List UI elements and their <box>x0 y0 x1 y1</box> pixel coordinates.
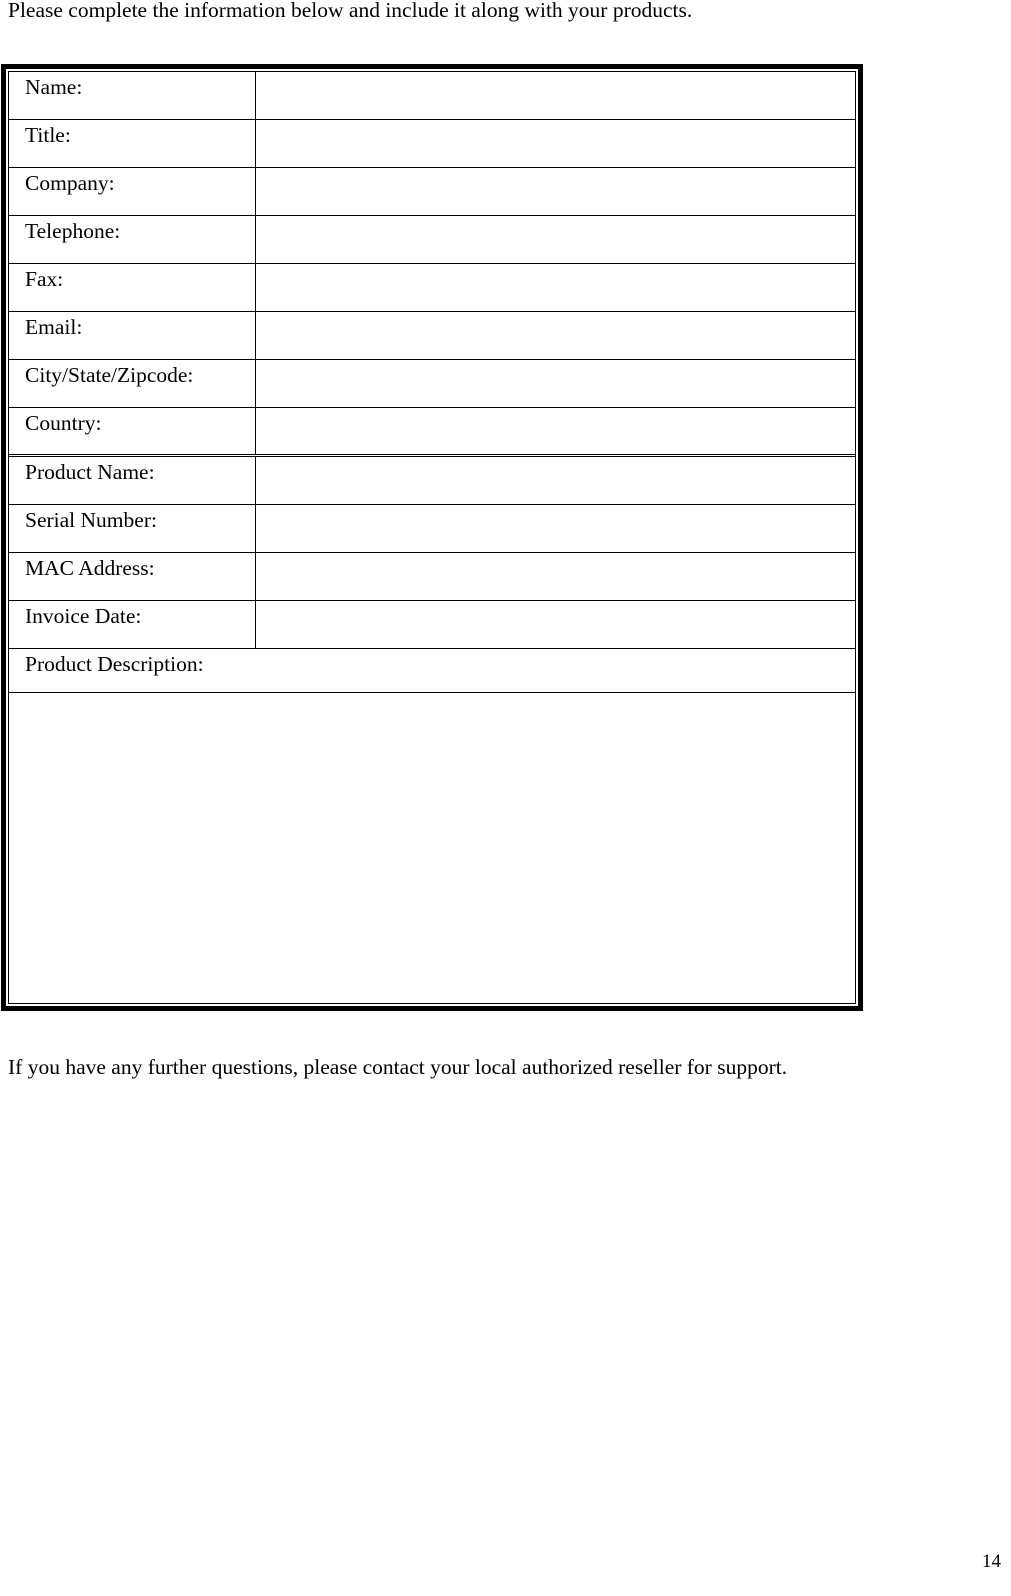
field-label: Email: <box>25 315 83 339</box>
field-label: Product Description: <box>25 652 204 676</box>
registration-form <box>1 64 863 1011</box>
intro-text: Please complete the information below and include it along with your products. <box>8 0 693 22</box>
form-row-title <box>9 120 855 168</box>
form-row-country <box>9 408 855 457</box>
form-row-invoice-date <box>9 601 855 649</box>
field-label: Product Name: <box>25 460 155 484</box>
form-row-email <box>9 312 855 360</box>
form-row-mac-address <box>9 553 855 601</box>
field-label: MAC Address: <box>25 556 155 580</box>
form-row-company <box>9 168 855 216</box>
title-field[interactable] <box>255 120 855 167</box>
invoice-date-field[interactable] <box>255 601 855 648</box>
form-inner-border <box>8 71 856 1004</box>
telephone-field[interactable] <box>255 216 855 263</box>
form-row-city-state-zipcode <box>9 360 855 408</box>
name-field[interactable] <box>255 72 855 119</box>
field-label: Serial Number: <box>25 508 157 532</box>
field-label: City/State/Zipcode: <box>25 363 194 387</box>
field-label: Country: <box>25 411 102 435</box>
field-label: Title: <box>25 123 71 147</box>
field-label: Fax: <box>25 267 64 291</box>
product-name-field[interactable] <box>255 457 855 504</box>
page-number: 14 <box>982 1551 1001 1572</box>
form-row-serial-number <box>9 505 855 553</box>
support-note: If you have any further questions, please contact your local authorized reseller for support. <box>8 1055 788 1079</box>
field-label: Name: <box>25 75 83 99</box>
city-state-zipcode-field[interactable] <box>255 360 855 407</box>
form-row-name <box>9 72 855 120</box>
country-field[interactable] <box>255 408 855 454</box>
company-field[interactable] <box>255 168 855 215</box>
form-row-product-description <box>9 649 855 693</box>
form-row-telephone <box>9 216 855 264</box>
email-field[interactable] <box>255 312 855 359</box>
mac-address-field[interactable] <box>255 553 855 600</box>
form-row-product-name <box>9 457 855 505</box>
fax-field[interactable] <box>255 264 855 311</box>
form-row-fax <box>9 264 855 312</box>
field-label: Company: <box>25 171 115 195</box>
serial-number-field[interactable] <box>255 505 855 552</box>
field-label: Invoice Date: <box>25 604 142 628</box>
field-label: Telephone: <box>25 219 121 243</box>
product-description-field[interactable] <box>9 693 855 1003</box>
